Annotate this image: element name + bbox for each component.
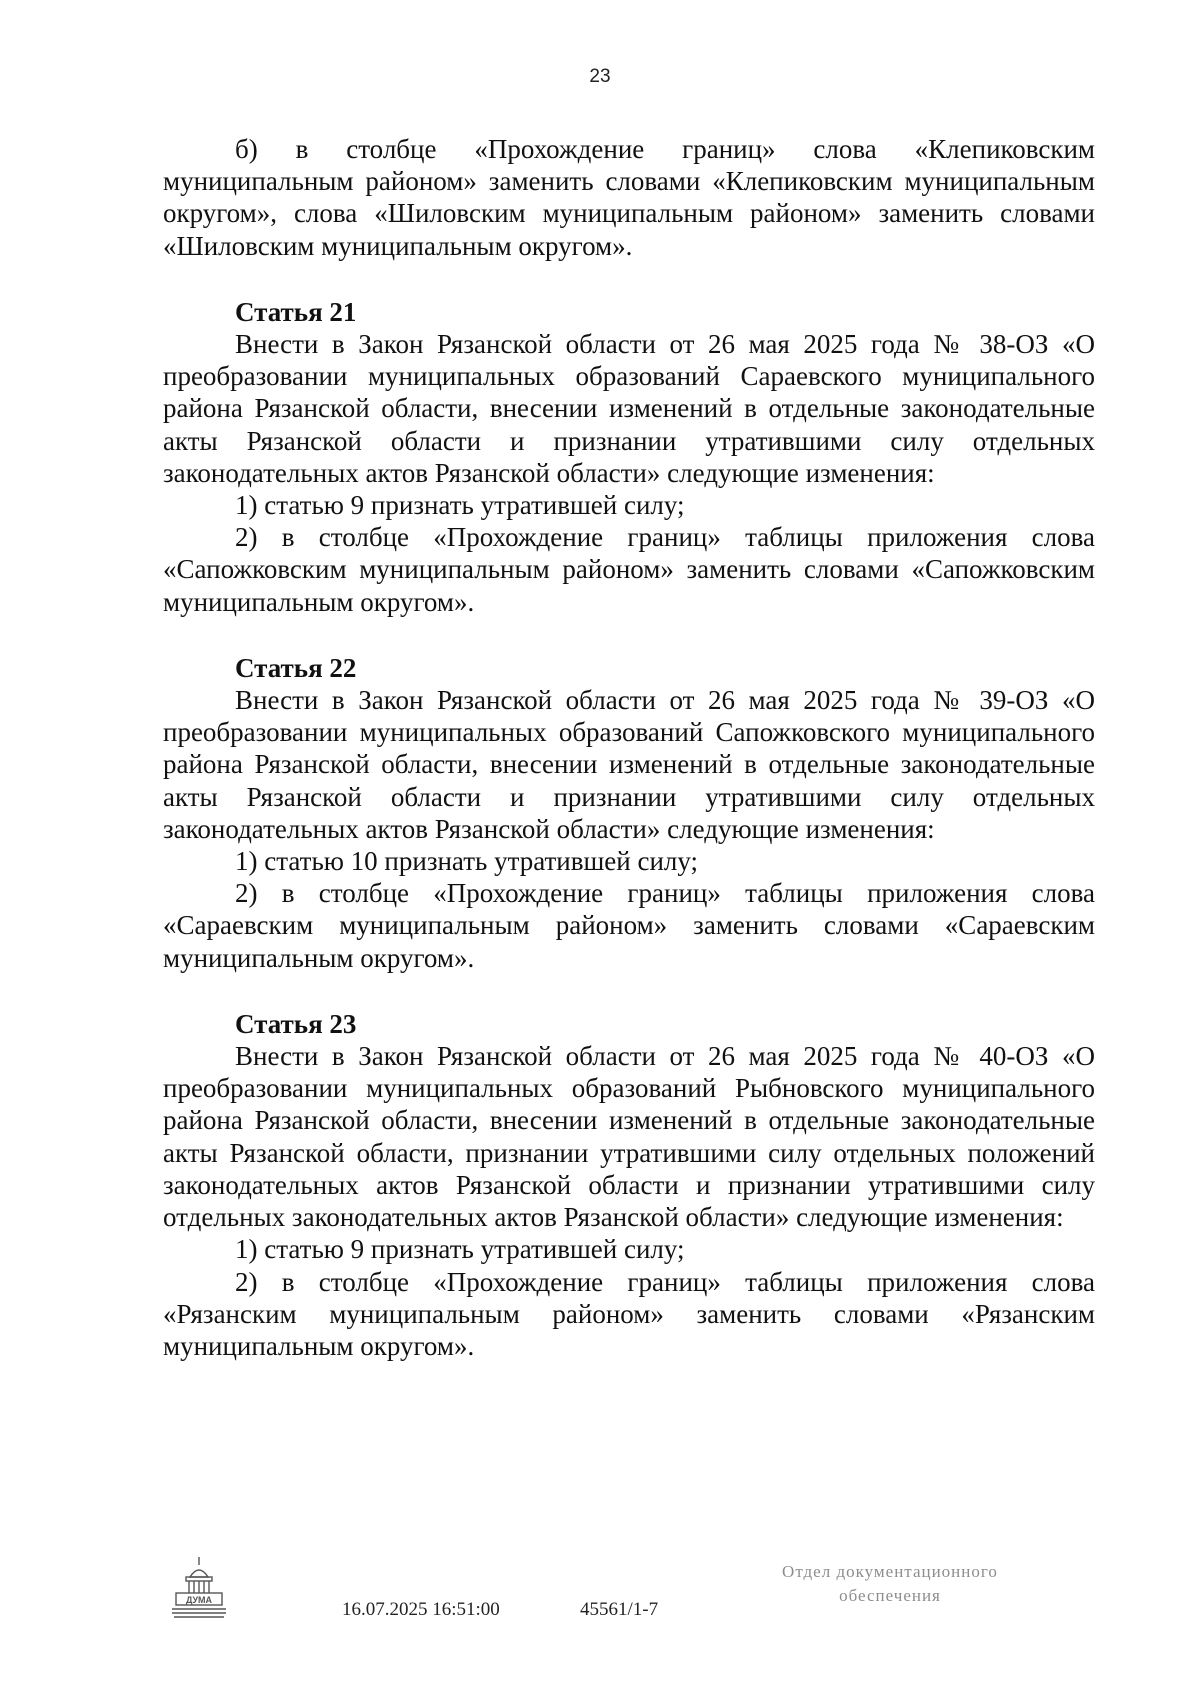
- article-item: 1) статью 9 признать утратившей силу;: [235, 1234, 685, 1265]
- footer-document-code: 45561/1-7: [580, 1599, 659, 1620]
- article-title: Статья 22: [235, 652, 357, 683]
- article-item: 1) статью 10 признать утратившей силу;: [235, 846, 699, 877]
- spacer: [163, 618, 1095, 652]
- article-body: Внести в Закон Рязанской области от 26 мая 2025 года № 38-ОЗ «О преобразовании муниципальных образований Сараевского муниципального района Рязанской области, внесении изменений в отдельные законодательные акты Рязанской области и признании утратившими силу отдельных законодательных актов Рязанской области» следующие изменения:: [163, 329, 1095, 488]
- article-item: 2) в столбце «Прохождение границ» таблицы приложения слова «Сапожковским муниципальным районом» заменить словами «Сапожковским муниципальным округом».: [163, 522, 1095, 617]
- footer-datetime: 16.07.2025 16:51:00: [342, 1599, 500, 1620]
- stamp-line: Отдел документационного: [782, 1562, 998, 1581]
- article-title: Статья 23: [235, 1008, 357, 1039]
- article-21: [163, 296, 1095, 618]
- intro-paragraph: б) в столбце «Прохождение границ» слова «Клепиковским муниципальным районом» заменить словами «Клепиковским муниципальным округом», слова «Шиловским муниципальным районом» заменить словами «Шиловским муниципальным округом».: [163, 134, 1095, 261]
- department-stamp: [740, 1560, 1040, 1608]
- article-item: 1) статью 9 признать утратившей силу;: [235, 490, 685, 521]
- document-body: [163, 133, 1095, 1362]
- article-title: Статья 21: [235, 296, 357, 327]
- stamp-line: обеспечения: [839, 1586, 941, 1605]
- article-body: Внести в Закон Рязанской области от 26 мая 2025 года № 39-ОЗ «О преобразовании муниципальных образований Сапожковского муниципального района Рязанской области, внесении изменений в отдельные законодательные акты Рязанской области и признании утратившими силу отдельных законодательных актов Рязанской области» следующие изменения:: [163, 685, 1095, 844]
- article-body: Внести в Закон Рязанской области от 26 мая 2025 года № 40-ОЗ «О преобразовании муниципальных образований Рыбновского муниципального района Рязанской области, внесении изменений в отдельные законодательные акты Рязанской области, признании утратившими силу отдельных положений законодательных актов Рязанской области и признании утратившими силу отдельных законодательных актов Рязанской области» следующие изменения:: [163, 1041, 1095, 1233]
- article-23: [163, 1008, 1095, 1362]
- article-item: 2) в столбце «Прохождение границ» таблицы приложения слова «Сараевским муниципальным районом» заменить словами «Сараевским муниципальным округом».: [163, 878, 1095, 973]
- article-item: 2) в столбце «Прохождение границ» таблицы приложения слова «Рязанским муниципальным районом» заменить словами «Рязанским муниципальным округом».: [163, 1266, 1095, 1361]
- duma-building-icon: [170, 1555, 228, 1621]
- article-22: [163, 652, 1095, 974]
- page-number: 23: [589, 66, 611, 87]
- spacer: [163, 262, 1095, 296]
- logo-text: ДУМА: [185, 1595, 213, 1605]
- spacer: [163, 974, 1095, 1008]
